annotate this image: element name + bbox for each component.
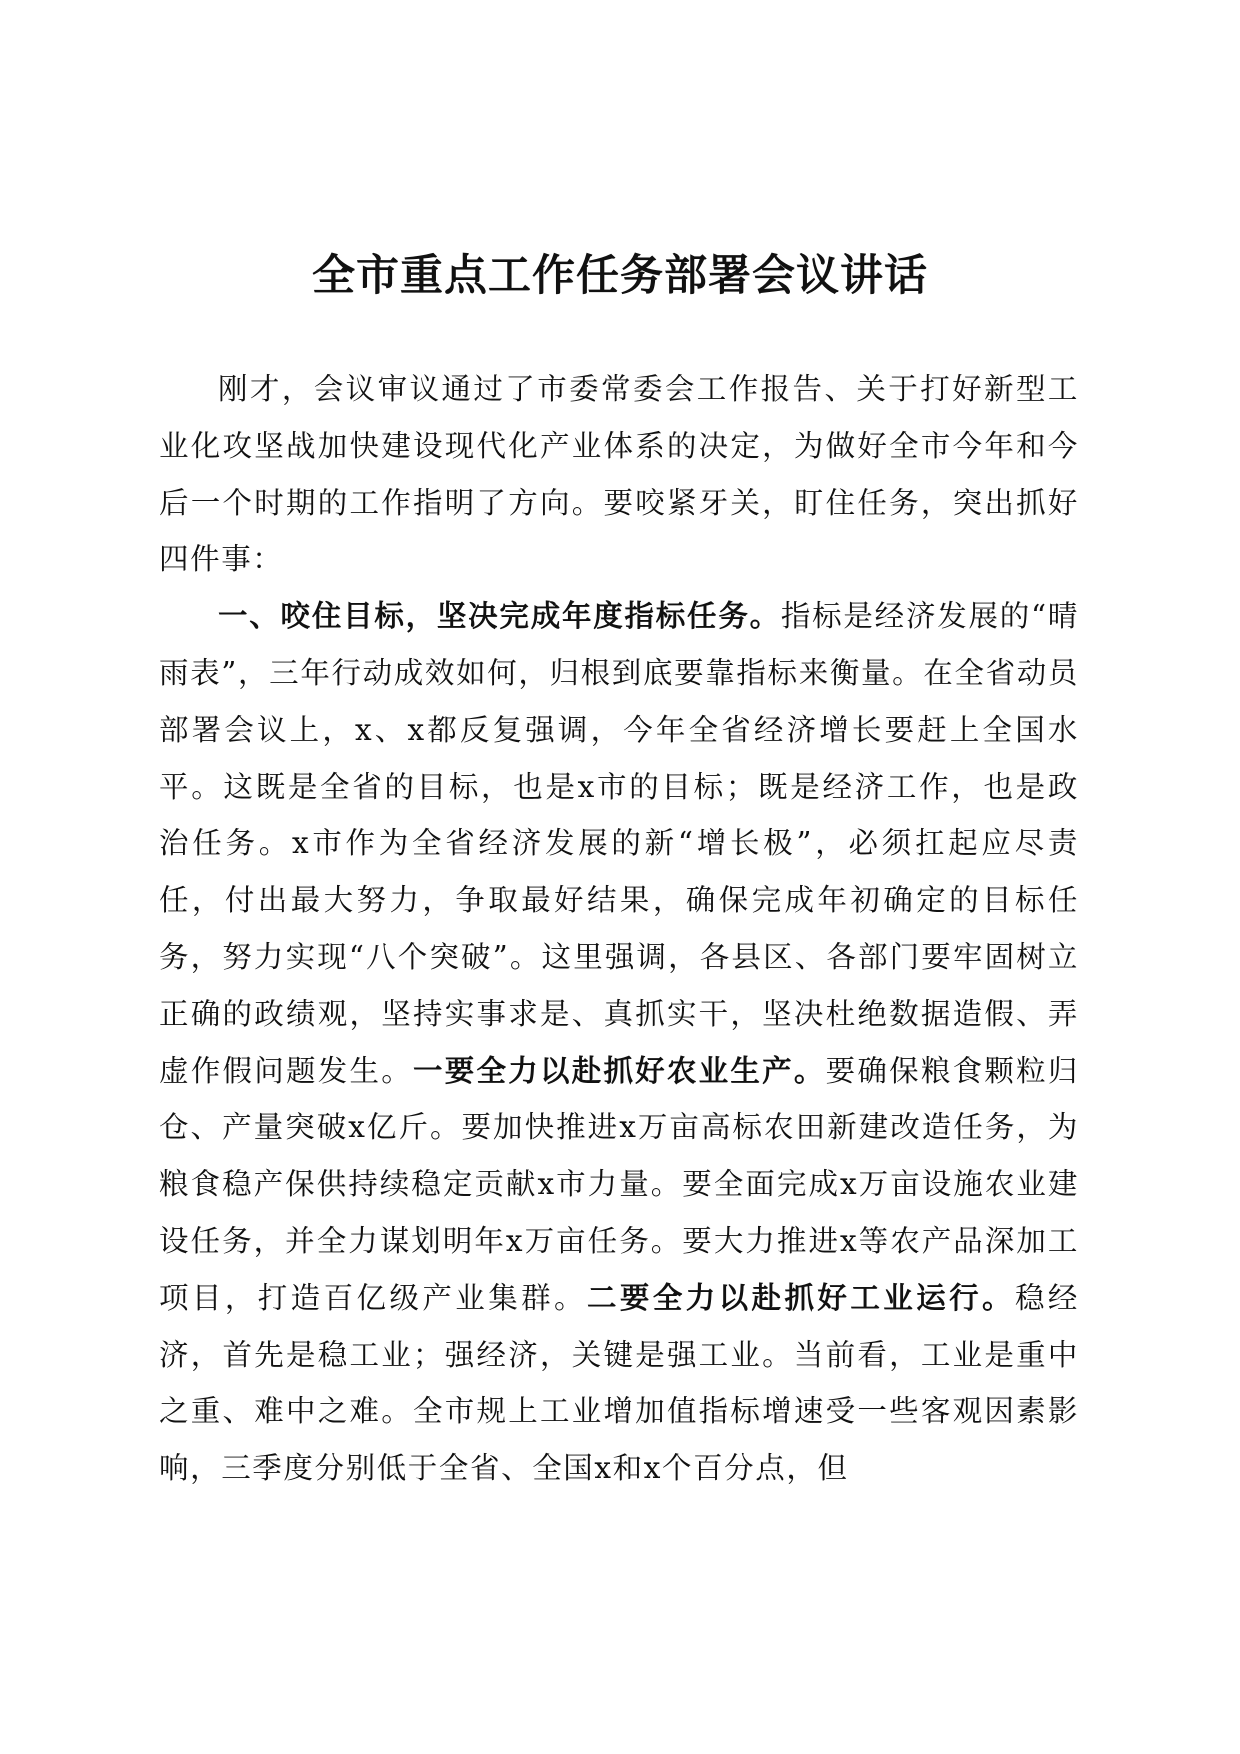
paragraph-text: 刚才，会议审议通过了市委常委会工作报告、关于打好新型工业化攻坚战加快建设现代化产业体系的决定，为做好全市今年和今后一个时期的工作指明了方向。要咬紧牙关，盯住任务，突出抓好四件事： (159, 372, 1079, 577)
paragraph-text: 要确保粮食颗粒归仓、产量突破x亿斤。要加快推进x万亩高标农田新建改造任务，为粮食稳产保供持续稳定贡献x市力量。要全面完成x万亩设施农业建设任务，并全力谋划明年x万亩任务。要大力推进x等农产品深加工项目，打造百亿级产业集群。 (159, 1053, 1079, 1315)
paragraph-intro (159, 361, 1079, 588)
paragraph-text: 稳经济，首先是稳工业；强经济，关键是强工业。当前看，工业是重中之重、难中之难。全市规上工业增加值指标增速受一些客观因素影响，三季度分别低于全省、全国x和x个百分点，但 (159, 1280, 1079, 1486)
subpoint-heading-industry: 二要全力以赴抓好工业运行。 (586, 1280, 1015, 1315)
section-heading: 一、咬住目标，坚决完成年度指标任务。 (218, 599, 781, 634)
subpoint-heading-agriculture: 一要全力以赴抓好农业生产。 (412, 1053, 826, 1088)
paragraph-text: 指标是经济发展的“晴雨表”，三年行动成效如何，归根到底要靠指标来衡量。在全省动员部署会议上，x、x都反复强调，今年全省经济增长要赶上全国水平。这既是全省的目标，也是x市的目标；既是经济工作，也是政治任务。x市作为全省经济发展的新“增长极”，必须扛起应尽责任，付出最大努力，争取最好结果，确保完成年初确定的目标任务，努力实现“八个突破”。这里强调，各县区、各部门要牢固树立正确的政绩观，坚持实事求是、真抓实干，坚决杜绝数据造假、弄虚作假问题发生。 (159, 599, 1079, 1088)
document-body (159, 361, 1079, 1497)
document-title: 全市重点工作任务部署会议讲话 (312, 251, 928, 301)
paragraph-section-one (159, 588, 1079, 1497)
